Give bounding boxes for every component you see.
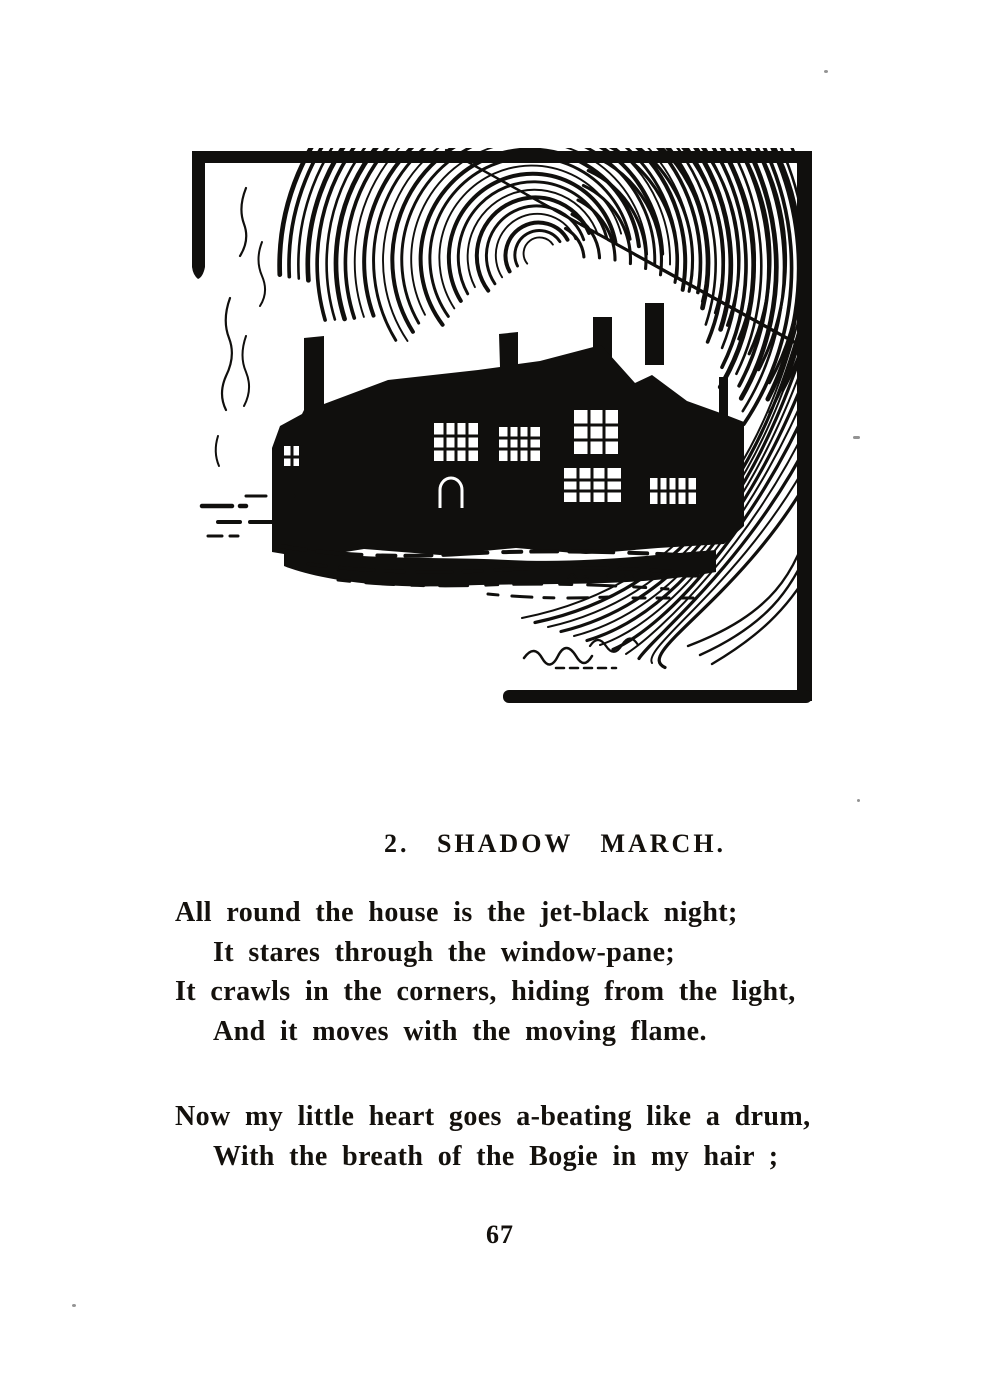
poem-stanzas bbox=[175, 893, 895, 1176]
poem-line: And it moves with the moving flame. bbox=[213, 1015, 707, 1047]
scan-artifact bbox=[853, 436, 860, 439]
window bbox=[564, 468, 621, 502]
poem-stanza bbox=[175, 893, 895, 1051]
scan-artifact bbox=[72, 1304, 76, 1307]
poem-line: With the breath of the Bogie in my hair ; bbox=[213, 1140, 779, 1172]
window bbox=[434, 423, 478, 461]
poem-line: Now my little heart goes a-beating like a drum, bbox=[175, 1101, 811, 1132]
border-top bbox=[192, 151, 810, 163]
window bbox=[499, 427, 540, 461]
poem-line: It crawls in the corners, hiding from the light, bbox=[175, 976, 796, 1007]
poem-title: 2. SHADOW MARCH. bbox=[383, 829, 727, 858]
scan-artifact bbox=[824, 70, 828, 73]
grass-tufts bbox=[524, 639, 638, 669]
flame-squiggles bbox=[216, 188, 265, 466]
window bbox=[650, 478, 696, 504]
border-right bbox=[797, 151, 812, 701]
poem-stanza bbox=[175, 1097, 895, 1176]
window bbox=[284, 446, 299, 466]
border-left bbox=[192, 151, 205, 279]
page-number: 67 bbox=[486, 1220, 514, 1249]
scan-artifact bbox=[857, 799, 860, 802]
chimney bbox=[645, 303, 664, 365]
poem-line: All round the house is the jet-black night; bbox=[175, 897, 738, 928]
house-night-illustration bbox=[188, 146, 814, 712]
poem-line: It stares through the window-pane; bbox=[213, 936, 676, 968]
window bbox=[574, 410, 618, 454]
border-bottom bbox=[503, 690, 812, 703]
